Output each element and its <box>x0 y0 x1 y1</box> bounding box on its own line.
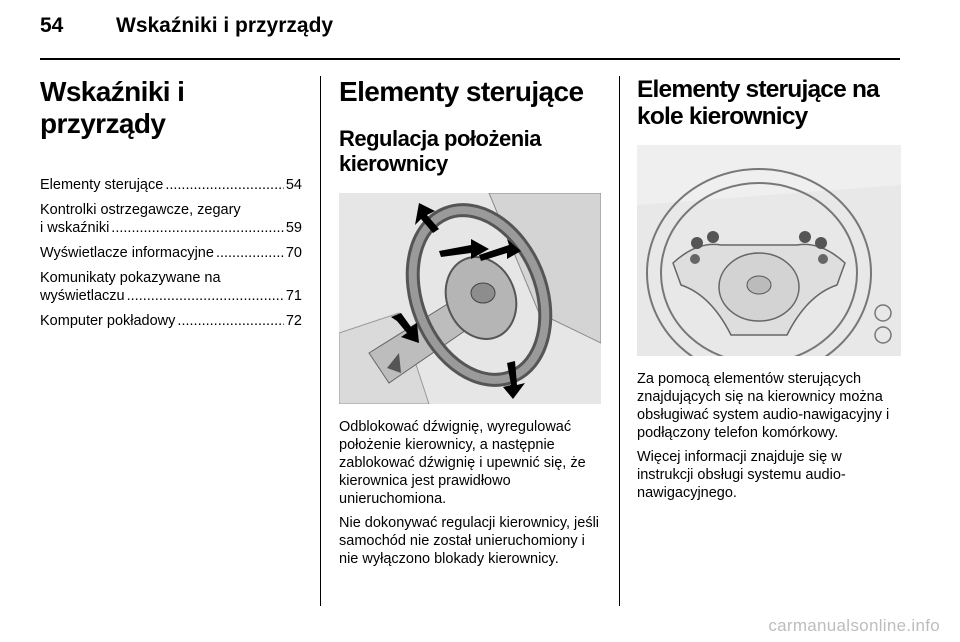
toc-entry-label: Komunikaty pokazywane na <box>40 270 221 287</box>
column-divider <box>619 76 620 606</box>
chapter-title: Wskaźniki i przyrządy <box>40 76 185 140</box>
running-header-title: Wskaźniki i przyrządy <box>116 14 334 37</box>
header-rule <box>40 58 900 60</box>
watermark: carmanualsonline.info <box>768 616 940 635</box>
toc-entry-label: Komputer pokładowy <box>40 313 176 330</box>
column-wheel-controls <box>637 76 901 502</box>
column-steering-adjust <box>339 76 601 568</box>
toc-page-number: 72 <box>285 313 302 330</box>
section-title: Elementy sterujące na kole kierownicy <box>637 76 879 131</box>
toc-page-number: 70 <box>285 245 302 262</box>
toc-leader <box>216 244 284 262</box>
steering-adjust-illustration <box>339 193 601 404</box>
toc-leader <box>127 287 284 305</box>
toc-leader <box>177 312 283 330</box>
column-divider <box>320 76 321 606</box>
toc-entry[interactable] <box>40 312 302 330</box>
toc-entry-label: Kontrolki ostrzegawcze, zegary <box>40 202 241 219</box>
paragraph: Nie dokonywać regulacji kierownicy, jeśli samochód nie został unieruchomiony i nie wyłączono blokady kierownicy. <box>339 514 600 567</box>
paragraph: Więcej informacji znajduje się w instrukcji obsługi systemu audio-nawigacyjnego. <box>637 448 846 501</box>
toc-entry-label: Elementy sterujące <box>40 177 164 194</box>
column-contents <box>40 76 302 337</box>
table-of-contents <box>40 176 302 330</box>
toc-entry-label: i wskaźniki <box>40 220 110 237</box>
page-number: 54 <box>40 14 64 37</box>
toc-entry[interactable] <box>40 244 302 262</box>
toc-leader <box>111 219 284 237</box>
toc-entry-label: Wyświetlacze informacyjne <box>40 245 214 262</box>
paragraph: Za pomocą elementów sterujących znajdujących się na kierownicy można obsługiwać system audio-nawigacyjny i podłączony telefon komórkowy. <box>637 370 890 441</box>
toc-entry[interactable] <box>40 176 302 194</box>
steering-wheel-controls-illustration <box>637 145 901 356</box>
toc-entry[interactable] <box>40 269 302 305</box>
toc-leader <box>165 176 284 194</box>
toc-page-number: 71 <box>285 288 302 305</box>
toc-entry[interactable] <box>40 201 302 237</box>
section-title: Elementy sterujące <box>339 76 584 107</box>
subsection-title: Regulacja położenia kierownicy <box>339 126 541 177</box>
toc-page-number: 54 <box>285 177 302 194</box>
paragraph: Odblokować dźwignię, wyregulować położenie kierownicy, a następnie zablokować dźwignię i upewnić się, że kierownica jest prawidłowo unieruchomiona. <box>339 418 586 507</box>
toc-entry-label: wyświetlaczu <box>40 288 125 305</box>
toc-page-number: 59 <box>285 220 302 237</box>
